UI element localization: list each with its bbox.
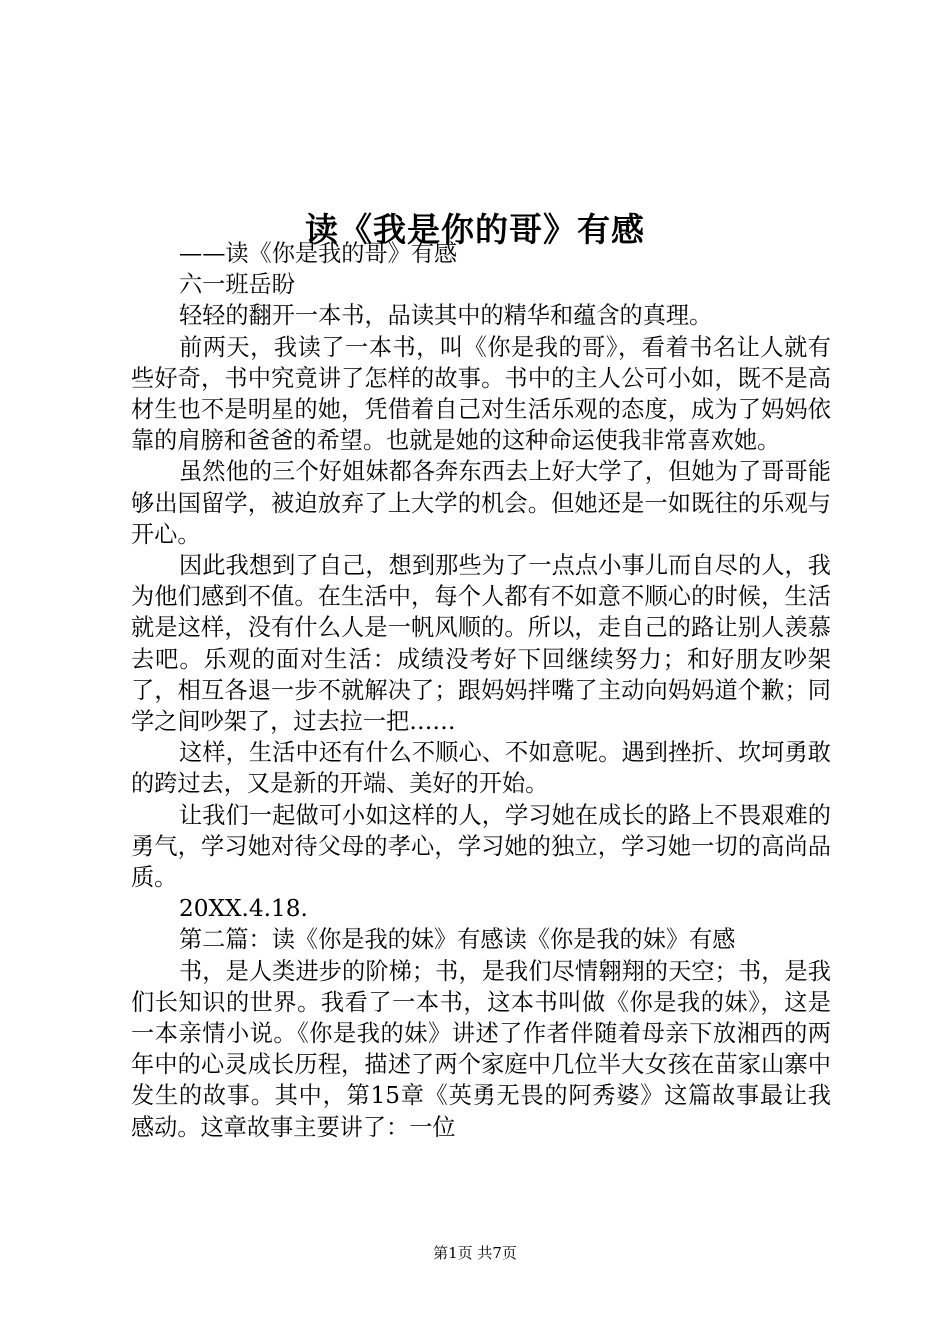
document-body	[131, 238, 831, 1143]
paragraph: 前两天，我读了一本书，叫《你是我的哥》，看着书名让人就有些好奇，书中究竟讲了怎样的故事。书中的主人公可小如，既不是高材生也不是明星的她，凭借着自己对生活乐观的态度，成为了妈妈依靠的肩膀和爸爸的希望。也就是她的这种命运使我非常喜欢她。	[131, 333, 831, 455]
subtitle-line: ——读《你是我的哥》有感	[179, 240, 458, 267]
paragraph: 轻轻的翻开一本书，品读其中的精华和蕴含的真理。	[179, 302, 713, 330]
section-heading: 第二篇：读《你是我的妹》有感读《你是我的妹》有感	[179, 926, 736, 954]
paragraph: 这样，生活中还有什么不顺心、不如意呢。遇到挫折、坎坷勇敢的跨过去，又是新的开端、美好的开始。	[131, 739, 831, 798]
document-title: 读《我是你的哥》有感	[305, 210, 645, 250]
page-number: 第1页 共7页	[433, 1244, 517, 1262]
paragraph: 虽然他的三个好姐妹都各奔东西去上好大学了，但她为了哥哥能够出国留学，被迫放弃了上大学的机会。但她还是一如既往的乐观与开心。	[131, 458, 831, 548]
paragraph: 书，是人类进步的阶梯；书，是我们尽情翱翔的天空；书，是我们长知识的世界。我看了一本书，这本书叫做《你是我的妹》，这是一本亲情小说。《你是我的妹》讲述了作者伴随着母亲下放湘西的两年中的心灵成长历程，描述了两个家庭中几位半大女孩在苗家山寨中发生的故事。其中，第15章《英勇无畏的阿秀婆》这篇故事最让我感动。这章故事主要讲了：一位	[131, 957, 831, 1141]
paragraph: 让我们一起做可小如这样的人，学习她在成长的路上不畏艰难的勇气，学习她对待父母的孝心，学习她的独立，学习她一切的高尚品质。	[131, 801, 831, 892]
paragraph: 因此我想到了自己，想到那些为了一点点小事儿而自尽的人，我为他们感到不值。在生活中，每个人都有不如意不顺心的时候，生活就是这样，没有什么人是一帆风顺的。所以，走自己的路让别人羡慕去吧。乐观的面对生活：成绩没考好下回继续努力；和好朋友吵架了，相互各退一步不就解决了；跟妈妈拌嘴了主动向妈妈道个歉；同学之间吵架了，过去拉一把……	[131, 552, 831, 736]
date-line: 20XX.4.18.	[179, 895, 308, 923]
author-line: 六一班岳盼	[179, 271, 295, 299]
